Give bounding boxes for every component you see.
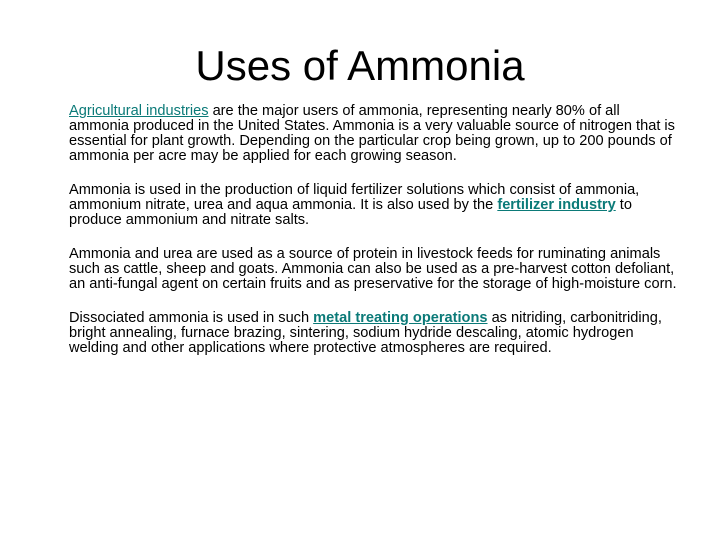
paragraph-agricultural-use <box>69 104 679 164</box>
paragraph-text: Dissociated ammonia is used in such <box>69 310 314 326</box>
paragraph-text: Ammonia is used in the production of liquid fertilizer solutions which consist of ammonia, ammonium nitrate, urea and aqua ammonia. It is also used by the <box>69 182 640 213</box>
metal-treating-operations-link[interactable]: metal treating operations <box>313 310 488 326</box>
fertilizer-industry-link[interactable]: fertilizer industry <box>497 197 616 213</box>
paragraph-text: as nitriding, carbonitriding, bright annealing, furnace brazing, sintering, sodium hydride descaling, atomic hydrogen welding and other applications where protective atmospheres are required. <box>69 310 662 356</box>
paragraph-text: are the major users of ammonia, representing nearly 80% of all ammonia produced in the United States. Ammonia is a very valuable source of nitrogen that is essential for plant growth. Depending on the particular crop being grown, up to 200 pounds of ammonia per acre may be applied for each growing season. <box>69 103 675 164</box>
agricultural-industries-link[interactable]: Agricultural industries <box>69 103 209 119</box>
paragraph-livestock-use <box>69 247 679 292</box>
slide-body <box>69 104 679 375</box>
slide-title: Uses of Ammonia <box>195 42 525 89</box>
paragraph-metal-treating-use <box>69 311 679 356</box>
paragraph-text: Ammonia and urea are used as a source of protein in livestock feeds for ruminating animals such as cattle, sheep and goats. Ammonia can also be used as a pre-harvest cotton defoliant, an anti-fungal agent on certain fruits and as preservative for the storage of high-moisture corn. <box>69 246 677 292</box>
paragraph-text: to produce ammonium and nitrate salts. <box>69 197 632 228</box>
paragraph-fertilizer-use <box>69 183 679 228</box>
